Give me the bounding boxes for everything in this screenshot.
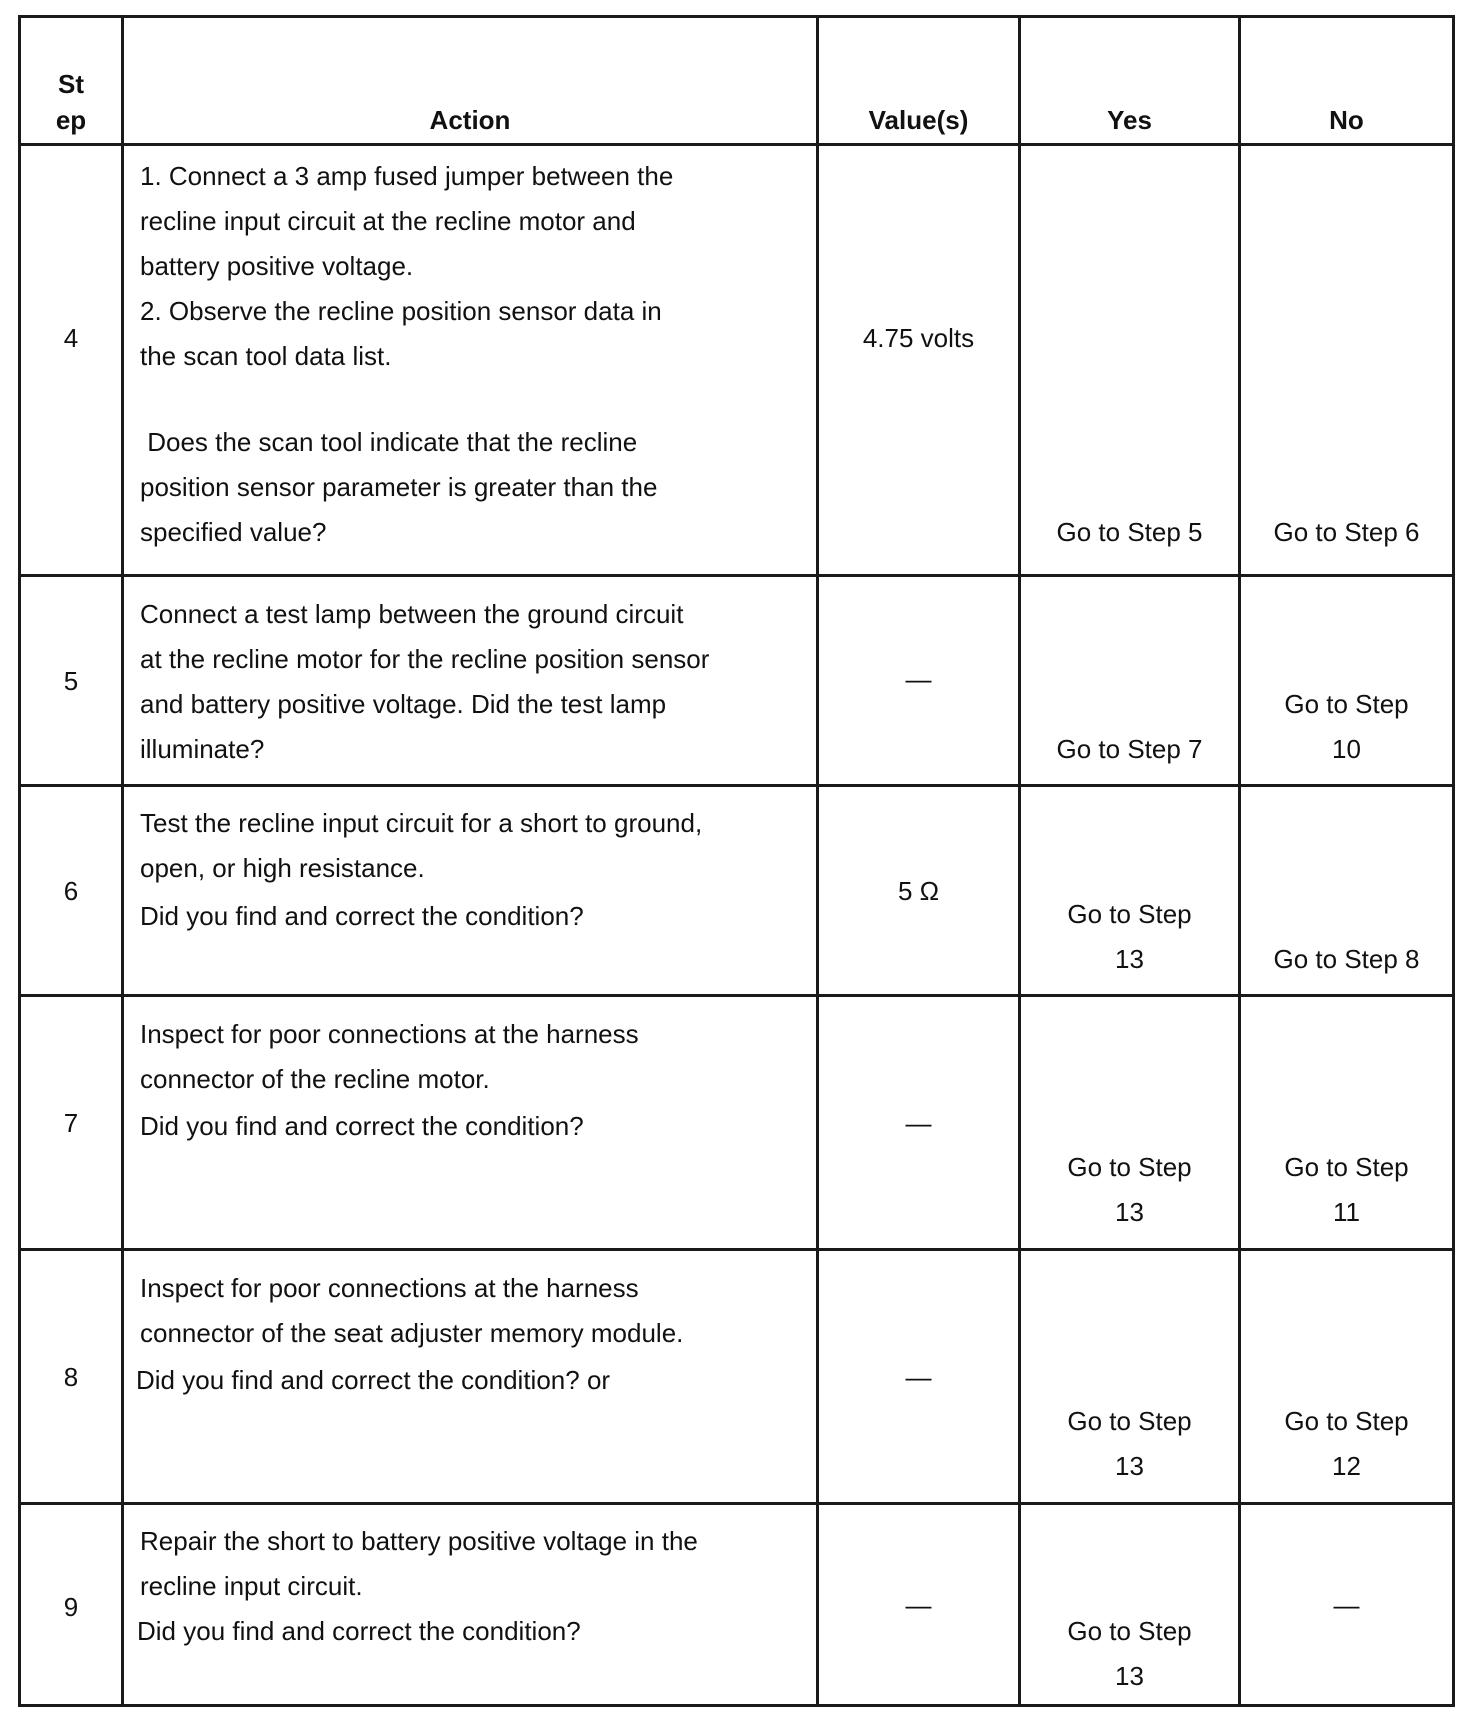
value-text: 4.75 volts bbox=[862, 323, 975, 353]
no-link: Go to Step 6 bbox=[1273, 517, 1420, 547]
action-line: Did you find and correct the condition? bbox=[140, 901, 584, 931]
action-line: Inspect for poor connections at the harness bbox=[140, 1273, 639, 1303]
header-action-cell bbox=[124, 18, 819, 143]
action-line: position sensor parameter is greater than the bbox=[140, 472, 658, 502]
header-values-cell bbox=[819, 18, 1021, 143]
value-text: — bbox=[905, 1108, 932, 1138]
no-link-line1: Go to Step bbox=[1284, 689, 1409, 719]
action-line: Did you find and correct the condition? bbox=[137, 1616, 581, 1646]
table-row bbox=[21, 1505, 1452, 1707]
no-link-line2: 11 bbox=[1333, 1197, 1360, 1227]
action-line: Does the scan tool indicate that the recline bbox=[140, 427, 638, 457]
no-link-line1: Go to Step bbox=[1284, 1406, 1409, 1436]
step-number: 8 bbox=[63, 1362, 79, 1392]
action-line: Test the recline input circuit for a short to ground, bbox=[140, 808, 703, 838]
header-yes-cell bbox=[1021, 18, 1241, 143]
yes-link-line1: Go to Step bbox=[1067, 1406, 1192, 1436]
header-step-cell bbox=[21, 18, 124, 143]
value-text: 5 Ω bbox=[897, 876, 940, 906]
header-no: No bbox=[1329, 105, 1364, 135]
table-row bbox=[21, 577, 1452, 787]
header-step-line1: St bbox=[58, 69, 84, 99]
action-cell bbox=[124, 1505, 819, 1707]
step-number: 7 bbox=[63, 1108, 79, 1138]
action-line: recline input circuit. bbox=[140, 1571, 363, 1601]
action-line: battery positive voltage. bbox=[140, 251, 414, 281]
action-line: the scan tool data list. bbox=[140, 341, 392, 371]
yes-link-line2: 13 bbox=[1115, 1661, 1144, 1691]
action-line: at the recline motor for the recline position sensor bbox=[140, 644, 710, 674]
yes-link-line2: 13 bbox=[1115, 944, 1144, 974]
yes-link-line2: 13 bbox=[1115, 1451, 1144, 1481]
step-number: 6 bbox=[63, 876, 79, 906]
action-line: 2. Observe the recline position sensor data in bbox=[140, 296, 662, 326]
action-line: 1. Connect a 3 amp fused jumper between the bbox=[140, 161, 674, 191]
action-line: open, or high resistance. bbox=[140, 853, 425, 883]
header-action: Action bbox=[429, 105, 511, 135]
table-header-row bbox=[21, 18, 1452, 146]
header-yes: Yes bbox=[1107, 105, 1152, 135]
action-cell bbox=[124, 577, 819, 784]
header-no-cell bbox=[1241, 18, 1452, 143]
yes-link-line1: Go to Step bbox=[1067, 1616, 1192, 1646]
action-cell bbox=[124, 997, 819, 1248]
table-row bbox=[21, 787, 1452, 997]
yes-link: Go to Step 7 bbox=[1056, 734, 1203, 764]
action-line: recline input circuit at the recline motor and bbox=[140, 206, 636, 236]
step-number: 5 bbox=[63, 666, 79, 696]
yes-link: Go to Step 5 bbox=[1056, 517, 1203, 547]
action-line: Inspect for poor connections at the harness bbox=[140, 1019, 639, 1049]
step-number: 4 bbox=[63, 323, 79, 353]
header-values: Value(s) bbox=[868, 105, 969, 135]
action-line: and battery positive voltage. Did the test lamp bbox=[140, 689, 667, 719]
table-row bbox=[21, 146, 1452, 577]
value-text: — bbox=[905, 664, 932, 694]
value-text: — bbox=[905, 1590, 932, 1620]
no-link-line1: Go to Step bbox=[1284, 1152, 1409, 1182]
action-line: Did you find and correct the condition? or bbox=[136, 1365, 611, 1395]
action-line: connector of the seat adjuster memory module. bbox=[140, 1318, 684, 1348]
action-line: illuminate? bbox=[140, 734, 265, 764]
step-number: 9 bbox=[63, 1592, 79, 1622]
diagnostic-table bbox=[18, 15, 1455, 1707]
no-link: Go to Step 8 bbox=[1273, 944, 1420, 974]
yes-link-line1: Go to Step bbox=[1067, 899, 1192, 929]
action-cell bbox=[124, 1251, 819, 1502]
action-line: Repair the short to battery positive voltage in the bbox=[140, 1526, 698, 1556]
table-row bbox=[21, 1251, 1452, 1505]
yes-link-line2: 13 bbox=[1115, 1197, 1144, 1227]
table-row bbox=[21, 997, 1452, 1251]
header-step-line2: ep bbox=[55, 105, 87, 135]
value-text: — bbox=[905, 1362, 932, 1392]
action-line: connector of the recline motor. bbox=[140, 1064, 490, 1094]
action-line: Connect a test lamp between the ground circuit bbox=[140, 599, 684, 629]
action-line: specified value? bbox=[140, 517, 327, 547]
no-link-line2: 10 bbox=[1332, 734, 1361, 764]
action-cell bbox=[124, 787, 819, 994]
action-cell bbox=[124, 146, 819, 574]
no-link-line2: 12 bbox=[1332, 1451, 1361, 1481]
action-line: Did you find and correct the condition? bbox=[140, 1111, 584, 1141]
yes-link-line1: Go to Step bbox=[1067, 1152, 1192, 1182]
no-link: — bbox=[1333, 1590, 1360, 1620]
